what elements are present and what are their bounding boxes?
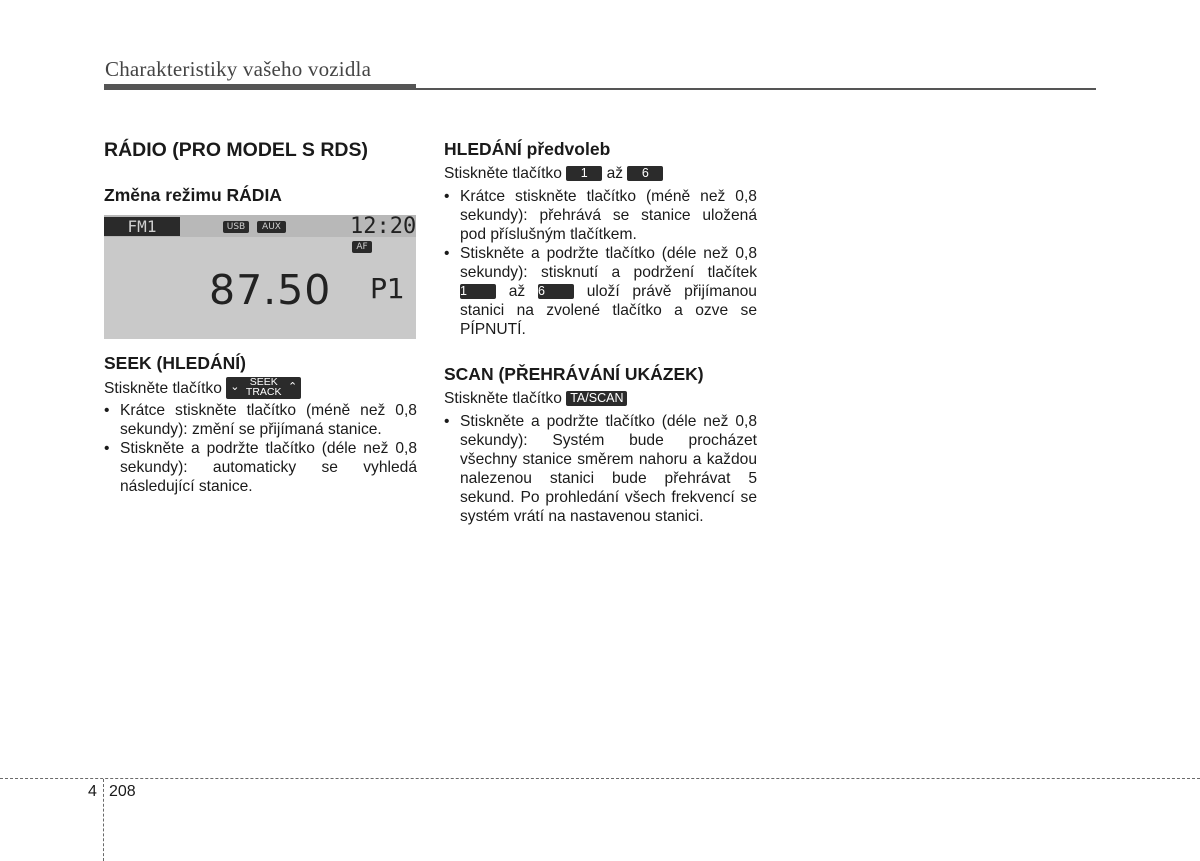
scan-intro-text: Stiskněte tlačítko [444,390,562,407]
seek-bullet-2: • Stiskněte a podržte tlačítko (déle než 0,8 sekundy): automaticky se vyhledá následující stanice. [104,439,417,496]
footer-vertical-rule [103,779,104,861]
display-preset: P1 [370,272,405,305]
preset-key-6-inline: 6 [538,284,574,299]
display-frequency: 87.50 [209,266,332,314]
seek-key-top: SEEK [249,376,278,388]
preset-key-1: 1 [566,166,602,181]
preset-key-6: 6 [627,166,663,181]
radio-display-illustration [104,215,416,339]
display-af-indicator: AF [352,241,372,253]
seek-key-bottom: TRACK [245,386,282,398]
seek-track-key [226,377,301,399]
subsection-title-preset: HLEDÁNÍ předvoleb [444,139,611,159]
preset-bullet-2 [444,244,757,339]
header-rule-thick [104,84,416,90]
seek-intro-text: Stiskněte tlačítko [104,380,222,397]
footer-rule [0,778,1200,779]
preset-bullet-2-b: uloží právě přijímanou stanici na zvolené tlačítko a ozve se PÍPNUTÍ. [460,283,757,338]
subsection-title-seek: SEEK (HLEDÁNÍ) [104,353,246,373]
chevron-up-icon: ⌃ [288,381,298,393]
chevron-down-icon: ⌄ [230,381,240,393]
preset-bullet-1: • Krátce stiskněte tlačítko (méně než 0,8 sekundy): přehrává se stanice uložená pod příslušným tlačítkem. [444,187,757,244]
preset-intro [444,164,663,183]
subsection-title-mode: Změna režimu RÁDIA [104,185,282,205]
preset-bullet-list [444,187,757,339]
ta-scan-key: TA/SCAN [566,391,627,406]
subsection-title-scan: SCAN (PŘEHRÁVÁNÍ UKÁZEK) [444,364,704,384]
preset-intro-conj: až [606,165,624,182]
chapter-number: 4 [88,783,97,800]
preset-bullet-2-a: Stiskněte a podržte tlačítko (déle než 0,8 sekundy): stisknutí a podržení tlačítek [460,245,757,281]
scan-intro [444,389,627,408]
running-header: Charakteristiky vašeho vozidla [105,57,372,81]
preset-bullet-2-conj: až [508,283,526,300]
display-band-label: FM1 [104,217,180,236]
section-title-radio: RÁDIO (PRO MODEL S RDS) [104,139,368,161]
seek-bullet-list [104,401,417,496]
display-aux-indicator: AUX [257,221,286,233]
seek-intro [104,377,301,399]
page-number: 208 [109,783,136,800]
preset-intro-text: Stiskněte tlačítko [444,165,562,182]
header-rule-thin [416,88,1096,90]
preset-key-1-inline: 1 [460,284,496,299]
display-clock: 12:20 [350,214,417,239]
seek-bullet-1: • Krátce stiskněte tlačítko (méně než 0,8 sekundy): změní se přijímaná stanice. [104,401,417,439]
scan-bullet-1: • Stiskněte a podržte tlačítko (déle než 0,8 sekundy): Systém bude procházet všechny stanice směrem nahoru a každou nalezenou stanici bude přehrávat 5 sekund. Po prohledání všech frekvencí se systém vrátí na nastavenou stanici. [444,412,757,526]
display-usb-indicator: USB [223,221,249,233]
scan-bullet-list [444,412,757,526]
